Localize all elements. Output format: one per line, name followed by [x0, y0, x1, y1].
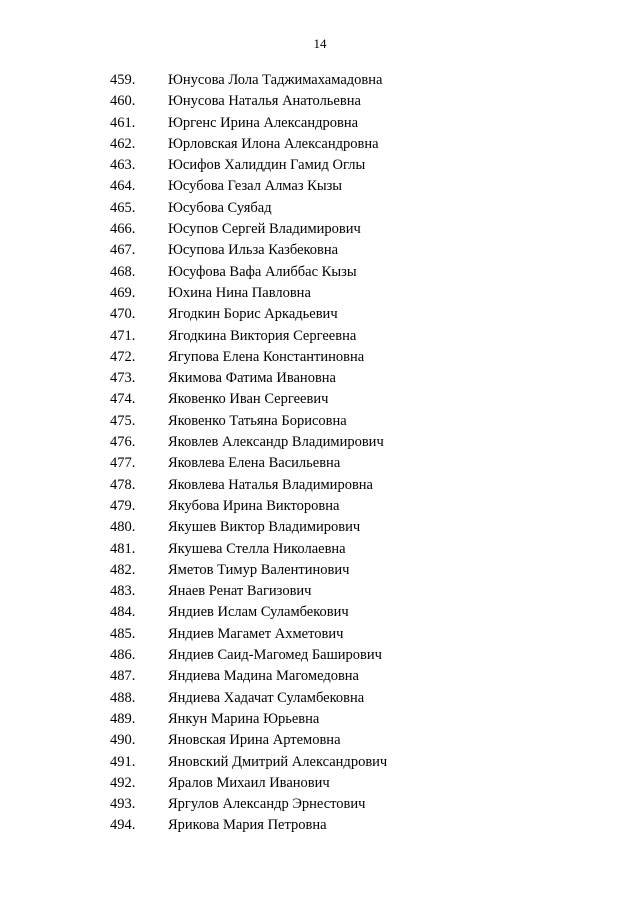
list-item	[0, 517, 640, 538]
entry-number: 479.	[110, 497, 136, 514]
entry-name: Юнусова Лола Таджимахамадовна	[168, 72, 383, 88]
entry-name: Яновская Ирина Артемовна	[168, 732, 341, 749]
entry-name: Яметов Тимур Валентинович	[168, 561, 350, 578]
list-item	[0, 666, 640, 687]
entry-name: Яковенко Иван Сергеевич	[168, 391, 329, 408]
list-item	[0, 368, 640, 389]
list-item	[0, 70, 640, 91]
entry-name: Яндиев Ислам Суламбекович	[168, 604, 349, 621]
list-item	[0, 581, 640, 602]
entry-number: 470.	[110, 306, 136, 323]
entry-number: 469.	[110, 284, 136, 301]
entry-name: Яковлева Наталья Владимировна	[168, 476, 373, 493]
entry-number: 494.	[110, 817, 136, 834]
list-item	[0, 688, 640, 709]
entry-name: Якушева Стелла Николаевна	[168, 540, 346, 557]
list-item	[0, 240, 640, 261]
entry-number: 485.	[110, 625, 136, 642]
entry-number: 493.	[110, 796, 136, 813]
entry-name: Якимова Фатима Ивановна	[168, 370, 336, 387]
entry-number: 483.	[110, 583, 136, 600]
entry-name: Яковенко Татьяна Борисовна	[168, 412, 347, 429]
entry-name: Яндиева Мадина Магомедовна	[168, 668, 359, 685]
entry-number: 482.	[110, 561, 136, 578]
entry-name: Юсупова Ильза Казбековна	[168, 242, 339, 259]
list-item	[0, 815, 640, 836]
list-item	[0, 411, 640, 432]
entry-name: Юсифов Халиддин Гамид Оглы	[168, 157, 366, 174]
entry-number: 489.	[110, 710, 136, 727]
entry-number: 488.	[110, 689, 136, 706]
list-item	[0, 155, 640, 176]
list-item	[0, 645, 640, 666]
entry-number: 467.	[110, 242, 136, 259]
entry-number: 476.	[110, 434, 136, 451]
entry-name: Ягодкина Виктория Сергеевна	[168, 327, 357, 344]
list-item	[0, 475, 640, 496]
entry-name: Юсупов Сергей Владимирович	[168, 221, 361, 238]
list-item	[0, 432, 640, 453]
entry-number: 491.	[110, 753, 136, 770]
list-item	[0, 752, 640, 773]
entry-name: Юсубова Гезал Алмаз Кызы	[168, 178, 343, 195]
entry-name: Яндиев Магамет Ахметович	[168, 625, 344, 642]
list-item	[0, 773, 640, 794]
entry-number: 468.	[110, 263, 136, 280]
entry-number: 477.	[110, 455, 136, 472]
list-item	[0, 730, 640, 751]
list-item	[0, 389, 640, 410]
entry-number: 472.	[110, 348, 136, 365]
entry-name: Яковлев Александр Владимирович	[168, 434, 384, 451]
list-item	[0, 91, 640, 112]
list-item	[0, 602, 640, 623]
list-item	[0, 304, 640, 325]
entry-number: 473.	[110, 370, 136, 387]
list-item	[0, 709, 640, 730]
list-item	[0, 496, 640, 517]
entry-name: Юнусова Наталья Анатольевна	[168, 93, 361, 110]
list-item	[0, 219, 640, 240]
list-item	[0, 624, 640, 645]
entry-name: Ярикова Мария Петровна	[168, 817, 327, 834]
list-item	[0, 794, 640, 815]
entry-name: Яковлева Елена Васильевна	[168, 455, 341, 472]
entry-number: 462.	[110, 135, 136, 152]
entry-number: 474.	[110, 391, 136, 408]
list-item	[0, 176, 640, 197]
entry-number: 475.	[110, 412, 136, 429]
entry-name: Яндиев Саид-Магомед Баширович	[168, 647, 382, 664]
entry-number: 463.	[110, 157, 136, 174]
entry-number: 460.	[110, 93, 136, 110]
entry-name: Якубова Ирина Викторовна	[168, 497, 340, 514]
entry-number: 487.	[110, 668, 136, 685]
entry-name: Якушев Виктор Владимирович	[168, 519, 361, 536]
list-item	[0, 347, 640, 368]
entry-name: Яновский Дмитрий Александрович	[168, 753, 388, 770]
entry-number: 466.	[110, 221, 136, 238]
page-number: 14	[313, 36, 327, 51]
list-item	[0, 453, 640, 474]
entry-number: 486.	[110, 647, 136, 664]
entry-name: Юсуфова Вафа Алиббас Кызы	[168, 263, 357, 280]
list-item	[0, 134, 640, 155]
entry-name: Янаев Ренат Вагизович	[168, 583, 312, 600]
entry-number: 459.	[110, 72, 136, 88]
entry-name: Ягупова Елена Константиновна	[168, 348, 365, 365]
list-item	[0, 560, 640, 581]
entry-number: 480.	[110, 519, 136, 536]
entry-name: Юргенс Ирина Александровна	[168, 114, 359, 131]
list-item	[0, 113, 640, 134]
list-item	[0, 198, 640, 219]
entry-name: Яралов Михаил Иванович	[168, 774, 330, 791]
list-item	[0, 539, 640, 560]
entry-name: Юсубова Суябад	[168, 199, 272, 216]
entry-number: 481.	[110, 540, 136, 557]
name-list	[0, 70, 640, 837]
entry-number: 461.	[110, 114, 136, 131]
entry-number: 471.	[110, 327, 136, 344]
entry-name: Яндиева Хадачат Суламбековна	[168, 689, 365, 706]
entry-name: Яргулов Александр Эрнестович	[168, 796, 366, 813]
entry-name: Юхина Нина Павловна	[168, 284, 311, 301]
entry-name: Ягодкин Борис Аркадьевич	[168, 306, 338, 323]
entry-number: 484.	[110, 604, 136, 621]
entry-number: 464.	[110, 178, 136, 195]
entry-number: 492.	[110, 774, 136, 791]
list-item	[0, 262, 640, 283]
list-item	[0, 283, 640, 304]
entry-number: 490.	[110, 732, 136, 749]
entry-number: 465.	[110, 199, 136, 216]
list-item	[0, 326, 640, 347]
entry-number: 478.	[110, 476, 136, 493]
entry-name: Юрловская Илона Александровна	[168, 135, 379, 152]
entry-name: Янкун Марина Юрьевна	[168, 710, 320, 727]
